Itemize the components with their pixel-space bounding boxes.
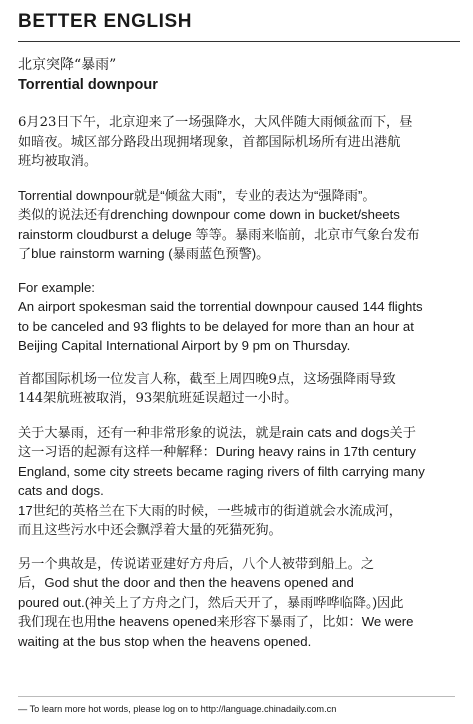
text-line: 144架航班被取消，93架航班延误超过一小时。: [18, 391, 298, 406]
text-line: 17世纪的英格兰在下大雨的时候，一些城市的街道就会水流成河，: [18, 502, 402, 518]
paragraph-example: [18, 278, 460, 356]
text-line: 如暗夜。城区部分路段出现拥堵现象，首都国际机场所有进出港航: [18, 134, 401, 150]
column-title: BETTER ENGLISH: [18, 11, 193, 32]
text-line: 首都国际机场一位发言人称，截至上周四晚9点，这场强降雨导致: [18, 371, 396, 387]
text-line: For example:: [18, 279, 95, 295]
text-line: An airport spokesman said the torrential downpour caused 144 flights: [18, 299, 423, 314]
text-line: 后，God shut the door and then the heavens opened and: [18, 575, 354, 590]
text-line: 另一个典故是，传说诺亚建好方舟后，八个人被带到船上。之: [18, 555, 375, 571]
article: [18, 10, 460, 665]
text-line: England, some city streets became raging rivers of filth carrying many: [18, 463, 425, 479]
footer-divider: [18, 696, 455, 697]
paragraph-intro: [18, 113, 460, 172]
text-line: poured out.(神关上了方舟之门，然后天开了，暴雨哗哗临降。)因此: [18, 594, 404, 610]
paragraph-example-translation: [18, 370, 460, 409]
text-line: cats and dogs.: [18, 483, 104, 498]
headline-english: Torrential downpour: [18, 77, 158, 93]
text-line: 这一习语的起源有这样一种解释：During heavy rains in 17th century: [18, 444, 416, 459]
paragraph-cats-and-dogs: [18, 423, 460, 540]
text-line: waiting at the bus stop when the heavens opened.: [18, 633, 312, 649]
text-line: Beijing Capital International Airport by 9 pm on Thursday.: [18, 338, 351, 353]
text-line: 而且这些污水中还会飘浮着大量的死猫死狗。: [18, 522, 282, 537]
text-line: 我们现在也用the heavens opened来形容下暴雨了，比如：We were: [18, 614, 414, 629]
headline-chinese: 北京突降“暴雨”: [18, 57, 117, 73]
text-line: to be canceled and 93 flights to be delayed for more than an hour at: [18, 318, 414, 334]
text-line: 班均被取消。: [18, 154, 98, 169]
text-line: rainstorm cloudburst a deluge 等等。暴雨来临前，北京市气象台发布: [18, 226, 420, 242]
text-line: 了blue rainstorm warning (暴雨蓝色预警)。: [18, 246, 270, 261]
paragraph-heavens-opened: [18, 554, 460, 652]
header-divider: [18, 41, 460, 42]
text-line: 类似的说法还有drenching downpour come down in bucket/sheets: [18, 207, 400, 222]
footer-note: — To learn more hot words, please log on to http://language.chinadaily.com.cn: [18, 704, 337, 714]
text-line: 6月23日下午，北京迎来了一场强降水，大风伴随大雨倾盆而下，昼: [18, 115, 413, 130]
text-line: 关于大暴雨，还有一种非常形象的说法，就是rain cats and dogs关于: [18, 424, 416, 440]
paragraph-expressions: [18, 186, 460, 264]
text-line: Torrential downpour就是“倾盆大雨”，专业的表达为“强降雨”。: [18, 187, 376, 203]
